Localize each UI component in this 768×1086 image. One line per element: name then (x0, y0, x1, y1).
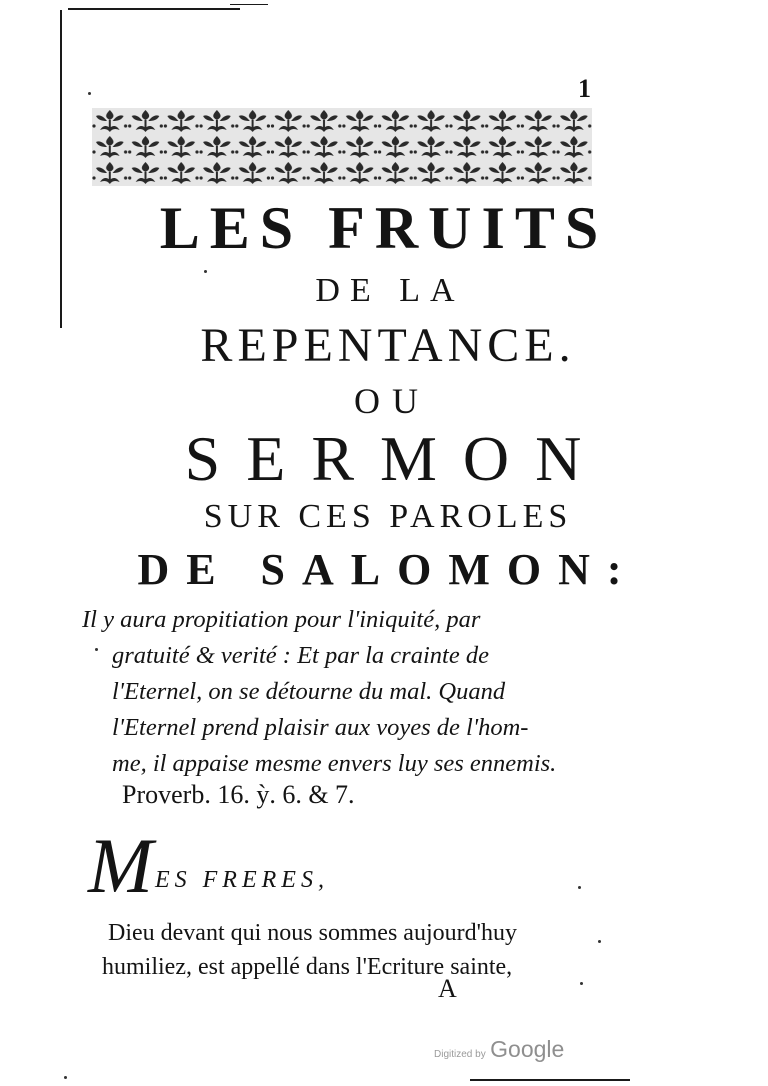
ink-speck (580, 982, 583, 985)
top-border-rule-short (230, 4, 268, 5)
verse-line: l'Eternel, on se détourne du mal. Quand (112, 678, 506, 705)
drop-cap: M (88, 822, 153, 909)
ink-speck (64, 1076, 67, 1079)
title-de-salomon: DE SALOMON: (137, 545, 639, 594)
title-sermon: SERMON (184, 423, 608, 494)
title-les-fruits: LES FRUITS (159, 195, 609, 261)
title-ou: OU (354, 381, 430, 421)
watermark-prefix: Digitized by (434, 1049, 486, 1060)
body-line: humiliez, est appellé dans l'Ecriture sainte, (102, 954, 513, 980)
fleuron-ornament-icon (92, 108, 592, 186)
ink-speck (578, 886, 581, 889)
bottom-border-rule (470, 1079, 630, 1081)
title-repentance: REPENTANCE. (200, 319, 576, 372)
ink-speck (95, 648, 98, 651)
salutation (88, 822, 329, 909)
scripture-verse (82, 602, 602, 782)
top-border-rule (68, 8, 240, 10)
watermark-brand: Google (490, 1036, 565, 1062)
ornament-band (92, 108, 592, 186)
verse-line: me, il appaise mesme envers luy ses ennemis. (112, 750, 557, 777)
page-number: 1 (578, 74, 591, 103)
salutation-text: ES FRERES, (154, 867, 329, 893)
title-sur-ces-paroles: SUR CES PAROLES (203, 498, 573, 535)
title-de-la: DE LA (315, 272, 465, 309)
ink-speck (88, 92, 91, 95)
body-line: Dieu devant qui nous sommes aujourd'huy (108, 920, 517, 946)
ink-speck (598, 940, 601, 943)
verse-line: Il y aura propitiation pour l'iniquité, par (82, 606, 481, 633)
scripture-reference: Proverb. 16. ỳ. 6. & 7. (122, 780, 355, 809)
verse-line: gratuité & verité : Et par la crainte de (112, 642, 489, 669)
signature-mark: A (438, 974, 457, 1003)
digitized-watermark (434, 1036, 564, 1063)
verse-line: l'Eternel prend plaisir aux voyes de l'hom- (112, 714, 529, 741)
